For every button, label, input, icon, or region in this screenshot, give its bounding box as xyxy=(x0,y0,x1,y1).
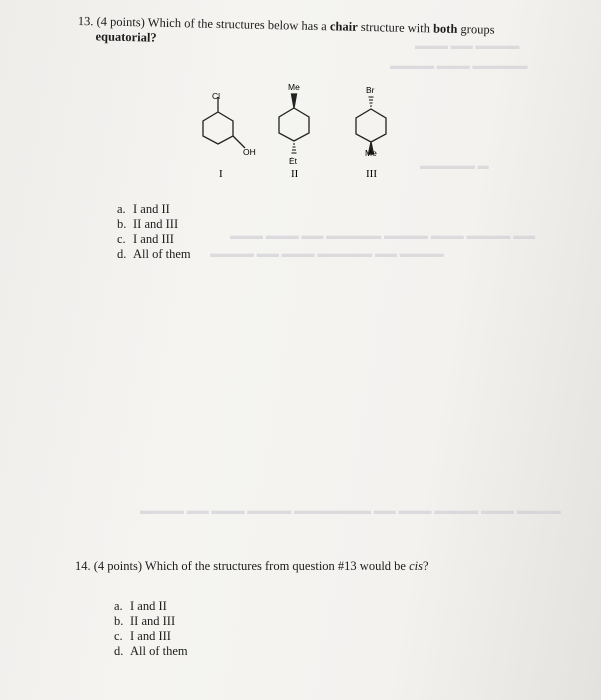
option-letter: a. xyxy=(117,202,126,216)
q14-suffix: ? xyxy=(422,559,429,573)
structure-2-top-sub: Me xyxy=(288,82,300,92)
option-letter: c. xyxy=(114,629,123,643)
option-letter: b. xyxy=(117,217,127,231)
structure-2-ring xyxy=(279,108,309,141)
q14-option-d xyxy=(114,644,188,659)
option-text: I and II xyxy=(130,599,167,613)
structure-1-side-sub: OH xyxy=(243,147,256,157)
structure-3-br-hash xyxy=(369,97,374,106)
question-13 xyxy=(77,14,494,53)
option-text: All of them xyxy=(130,644,188,658)
structure-1-numeral: I xyxy=(219,168,223,180)
q13-mid: structure with xyxy=(360,19,431,36)
structure-1-top-sub: Cl xyxy=(212,91,221,101)
structure-2-bottom-sub: Ėt xyxy=(289,156,298,166)
structure-1-ring xyxy=(203,112,233,144)
question-14 xyxy=(75,559,429,574)
option-text: I and III xyxy=(133,232,174,246)
option-text: I and II xyxy=(133,202,170,216)
q13-options xyxy=(117,202,191,262)
q13-option-a xyxy=(117,202,191,217)
structures-figure xyxy=(0,78,601,278)
q13-option-d xyxy=(117,247,191,262)
q13-option-b xyxy=(117,217,191,232)
structure-2-me-wedge xyxy=(292,94,297,108)
structure-3-numeral: III xyxy=(366,168,377,180)
q14-option-a xyxy=(114,599,188,614)
structure-3-ring xyxy=(356,109,386,142)
option-text: II and III xyxy=(133,217,179,231)
bleed-through-text: ▬▬▬▬ ▬▬▬ ▬▬▬▬▬ xyxy=(390,60,528,72)
structure-2-et-hash xyxy=(292,144,297,153)
option-text: II and III xyxy=(130,614,176,628)
bleed-through-text: ▬▬▬▬▬ ▬ xyxy=(420,160,489,172)
q14-italic-cis: cis xyxy=(409,559,423,573)
structure-3-bottom-sub: Me xyxy=(365,148,377,158)
option-text: All of them xyxy=(133,247,191,261)
bleed-through-text: ▬▬▬ ▬▬▬ ▬▬ ▬▬▬▬▬ ▬▬▬▬ ▬▬▬ ▬▬▬▬ ▬▬ xyxy=(230,230,536,242)
option-letter: d. xyxy=(114,644,124,658)
q14-option-c xyxy=(114,629,188,644)
option-letter: b. xyxy=(114,614,124,628)
q13-prefix: 13. (4 points) Which of the structures below has a xyxy=(77,14,327,34)
q14-option-b xyxy=(114,614,188,629)
q13-line2: equatorial? xyxy=(95,29,157,45)
q14-prefix: 14. (4 points) Which of the structures from question #13 would be xyxy=(75,559,406,573)
option-letter: c. xyxy=(117,232,126,246)
q13-suffix: groups xyxy=(460,22,495,37)
option-letter: d. xyxy=(117,247,127,261)
q14-options xyxy=(114,599,188,659)
option-letter: a. xyxy=(114,599,123,613)
q13-option-c xyxy=(117,232,191,247)
q13-bold-both: both xyxy=(432,21,458,36)
bleed-through-text: ▬▬▬ ▬▬ ▬▬▬▬ xyxy=(415,40,520,52)
bleed-through-text: ▬▬▬▬ ▬▬ ▬▬▬ ▬▬▬▬▬ ▬▬ ▬▬▬▬ xyxy=(210,248,444,260)
q13-bold-chair: chair xyxy=(329,19,358,34)
structure-3-top-sub: Br xyxy=(366,85,375,95)
structure-2-numeral: II xyxy=(291,168,299,180)
bleed-through-text: ▬▬▬▬ ▬▬ ▬▬▬ ▬▬▬▬ ▬▬▬▬▬▬▬ ▬▬ ▬▬▬ ▬▬▬▬ ▬▬▬ ▬▬▬▬ xyxy=(140,505,561,517)
option-text: I and III xyxy=(130,629,171,643)
